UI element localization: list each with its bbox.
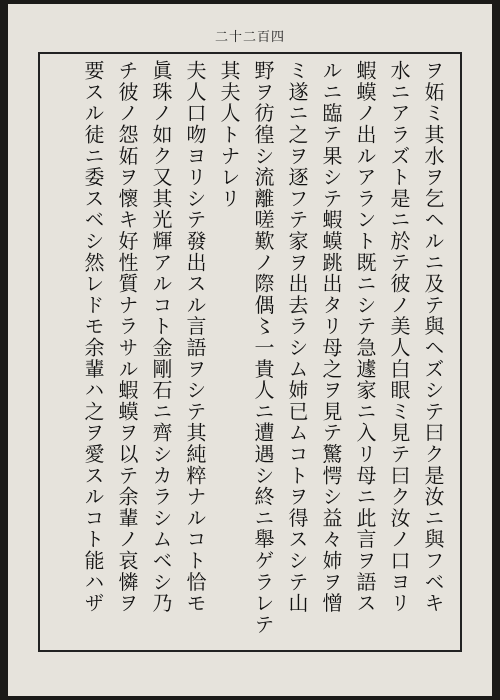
text-line: ルニ臨テ果シテ蝦蟆跳出タリ母之ヲ見テ驚愕シ益々姉ヲ憎 [319,60,343,614]
text-line: 其夫人トナレリ [217,60,241,210]
text-line: 蝦蟆ノ出ルアラント既ニシテ急遽家ニ入リ母ニ此言ヲ語ス [353,60,377,614]
text-line: 眞珠ノ如ク又其光輝アルコト金剛石ニ齊シカラシムベシ乃 [149,60,173,614]
text-line: 要スル徒ニ委スベシ然レドモ余輩ハ之ヲ愛スルコト能ハザ [81,60,105,614]
text-line: チ彼ノ怨妬ヲ懷キ好性質ナラサル蝦蟆ヲ以テ余輩ノ哀憐ヲ [115,60,139,614]
text-line: ミ遂ニ之ヲ逐フテ家ヲ出去ラシム姉已ムコトヲ得スシテ山 [285,60,309,614]
vertical-text-block [76,60,450,640]
text-line: 野ヲ彷徨シ流離嗟歎ノ際偶〻一貴人ニ遭遇シ終ニ舉ゲラレテ [251,60,275,636]
book-page [8,4,492,696]
text-line: 水ニアラズト是ニ於テ彼ノ美人白眼ミ見テ曰ク汝ノ口ヨリ [387,60,411,614]
page-number-header: 二十二百四 [214,30,285,45]
text-line: ヲ妬ミ其水ヲ乞ヘルニ及テ與ヘズシテ曰ク是汝ニ與フベキ [421,60,445,614]
text-line: 夫人口吻ヨリシテ發出スル言語ヲシテ其純粹ナルコト恰モ [183,60,207,614]
